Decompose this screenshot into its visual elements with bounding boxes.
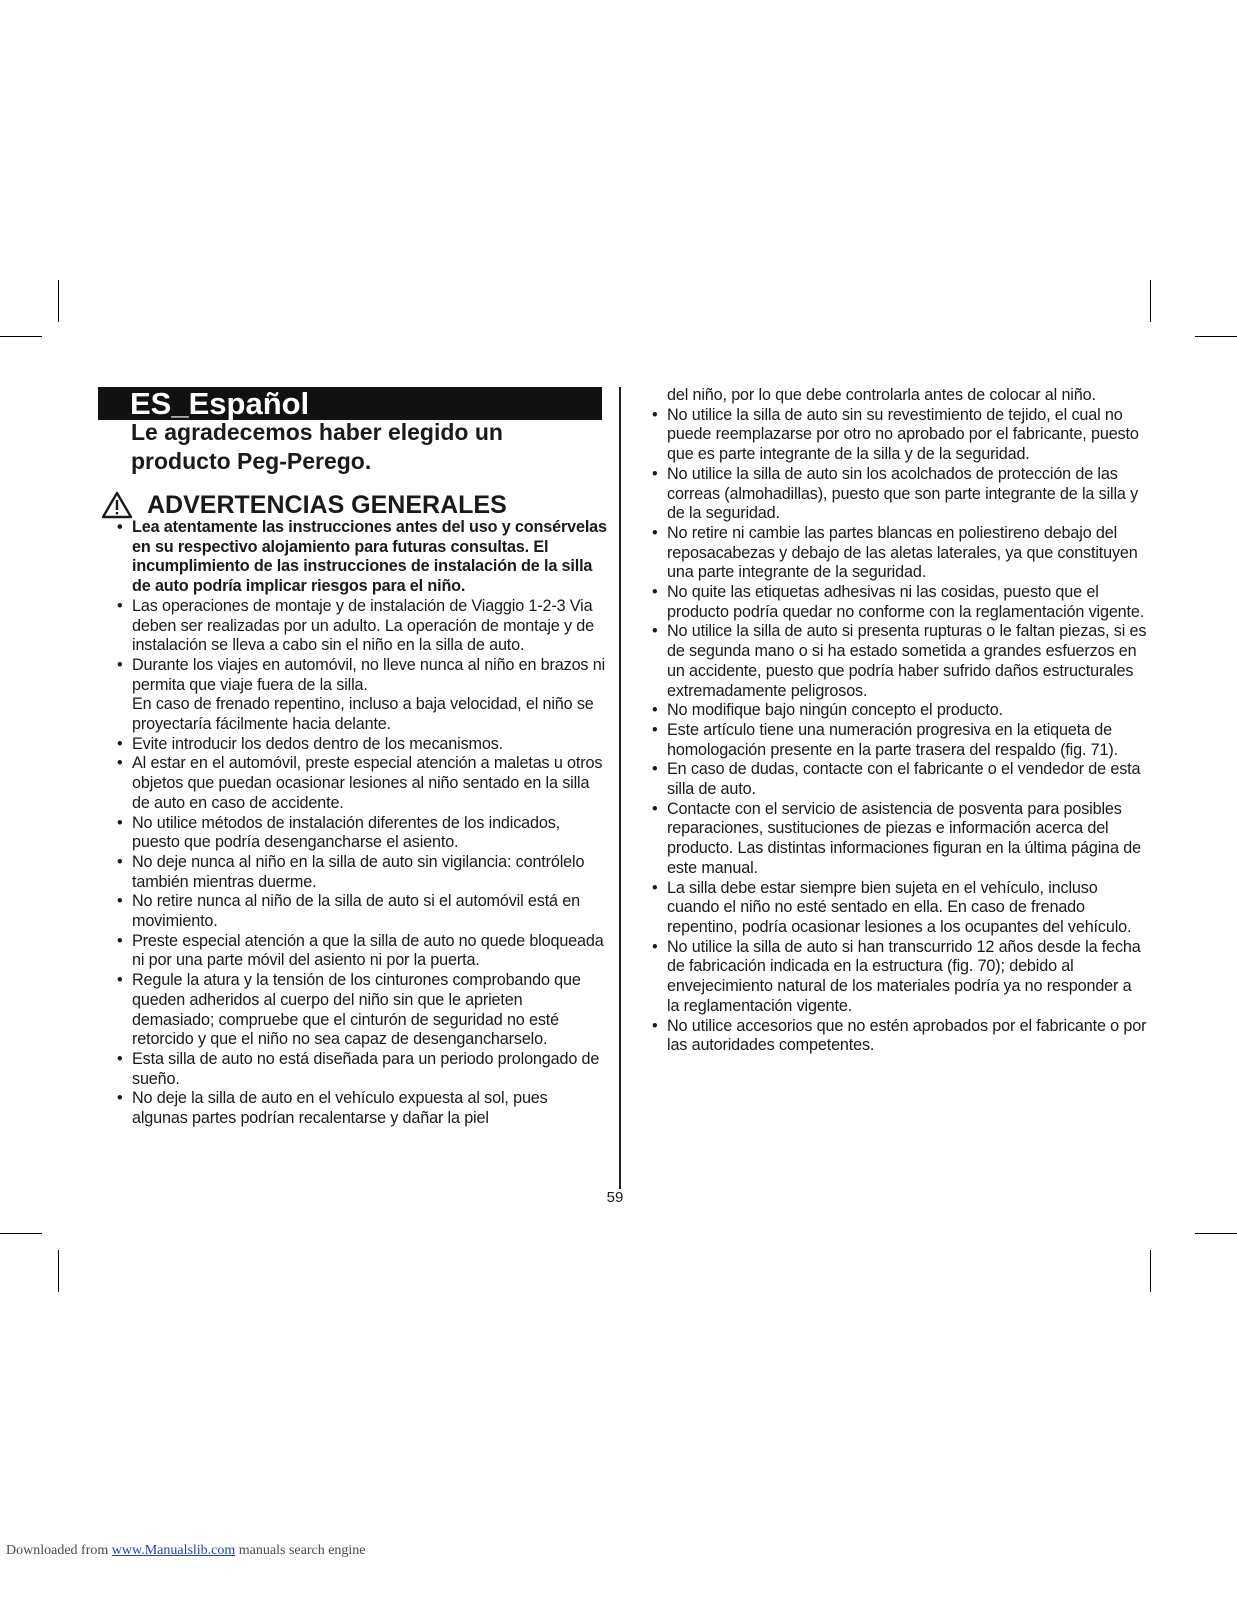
left-column-warnings [117,518,607,1129]
bullet-icon: • [117,518,123,536]
warning-item [652,583,1147,622]
language-title-bar: ES_Español [98,387,602,420]
bullet-icon: • [652,878,658,897]
bullet-icon: • [117,813,123,832]
warning-text: No utilice la silla de auto sin los acolchados de protección de las correas (almohadillas), puesto que son parte integrante de la silla y de la seguridad. [667,464,1139,523]
warning-item [117,735,607,755]
bullet-icon: • [117,852,123,871]
warning-text: Las operaciones de montaje y de instalación de Viaggio 1-2-3 Via deben ser realizadas por un adulto. La operación de montaje y de instalación se lleva a cabo sin el niño en la silla de auto. [132,596,594,655]
warning-item [652,1017,1147,1056]
bullet-icon: • [652,405,658,424]
warning-text: No utilice métodos de instalación diferentes de los indicados, puesto que podría desengancharse el asiento. [132,813,561,852]
warning-item [117,597,607,656]
crop-mark [1195,1233,1237,1234]
warning-text: Durante los viajes en automóvil, no lleve nunca al niño en brazos ni permita que viaje fuera de la silla. [132,655,606,694]
manualslib-link[interactable]: www.Manualslib.com [111,1543,236,1558]
warning-item [117,1050,607,1089]
warning-text: La silla debe estar siempre bien sujeta en el vehículo, incluso cuando el niño no esté sentado en ella. En caso de frenado repentino, podría ocasionar lesiones a los ocupantes del vehículo. [667,878,1132,936]
warning-text: No quite las etiquetas adhesivas ni las cosidas, puesto que el producto podría quedar no conforme con la reglamentación vigente. [667,583,1145,621]
warning-item [117,971,607,1050]
crop-mark [1195,336,1237,337]
thank-you-subtitle: Le agradecemos haber elegido un producto Peg-Perego. [131,419,503,474]
right-column-warnings [652,386,1147,1056]
warning-text: No utilice accesorios que no estén aprobados por el fabricante o por las autoridades competentes. [667,1016,1147,1055]
crop-mark [58,1250,59,1292]
warning-heading-text: ADVERTENCIAS GENERALES [147,491,507,519]
footer-suffix: manuals search engine [235,1543,366,1558]
warning-item [117,656,607,695]
warning-text: No utilice la silla de auto si han transcurrido 12 años desde la fecha de fabricación indicada en la estructura (fig. 70); debido al envejecimiento natural de los materiales podría ya no responder a la reglamentación vigente. [667,937,1141,1015]
page-number: 59 [606,1189,624,1206]
bullet-icon: • [117,754,123,773]
warning-text: En caso de frenado repentino, incluso a baja velocidad, el niño se proyectaría fácilmente hacia delante. [132,695,594,734]
warning-item [652,524,1147,583]
warning-text: Lea atentamente las instrucciones antes del uso y consérvelas en su respectivo alojamiento para futuras consultas. El incumplimiento de las instrucciones de instalación de la silla de auto podría implicar riesgos para el niño. [132,518,607,596]
warning-item [652,406,1147,465]
warning-item [117,695,607,734]
bullet-icon: • [652,937,658,956]
bullet-icon: • [117,734,123,753]
crop-mark [58,280,59,322]
bullet-icon: • [652,583,658,602]
warning-text: Este artículo tiene una numeración progresiva en la etiqueta de homologación presente en la parte trasera del respaldo (fig. 71). [667,720,1118,759]
footer-prefix: Downloaded from [6,1543,112,1558]
bullet-icon: • [652,523,658,542]
warning-item [652,938,1147,1017]
warning-text: No deje la silla de auto en el vehículo expuesta al sol, pues algunas partes podrían recalentarse y dañar la piel [132,1089,548,1128]
warning-text: No retire nunca al niño de la silla de auto si el automóvil está en movimiento. [132,892,580,931]
bullet-icon: • [652,701,658,720]
bullet-icon: • [652,464,658,483]
warning-text: Al estar en el automóvil, preste especial atención a maletas u otros objetos que puedan ocasionar lesiones al niño sentado en la silla de auto en caso de accidente. [132,754,603,812]
bullet-icon: • [117,655,123,674]
bullet-icon: • [652,720,658,739]
warning-text: Preste especial atención a que la silla de auto no quede bloqueada ni por una parte móvil del asiento ni por la puerta. [132,931,604,970]
warning-text: del niño, por lo que debe controlarla antes de colocar al niño. [667,386,1096,404]
warning-item [652,386,1147,406]
warning-text: Evite introducir los dedos dentro de los mecanismos. [132,734,503,753]
warning-text: Esta silla de auto no está diseñada para un periodo prolongado de sueño. [132,1049,600,1088]
bullet-icon: • [652,760,658,779]
download-footer [6,1543,366,1559]
warning-item [117,518,607,597]
warning-text: No retire ni cambie las partes blancas en poliestireno debajo del reposacabezas y debajo de las aletas laterales, ya que constituyen una parte integrante de la seguridad. [667,523,1138,582]
warning-item [117,892,607,931]
warning-item [117,754,607,813]
bullet-icon: • [117,971,123,990]
crop-mark [0,1233,42,1234]
warning-text: Regule la atura y la tensión de los cinturones comprobando que queden adheridos al cuerpo del niño sin que le aprieten demasiado; compruebe que el cinturón de seguridad no esté retorcido y que el niño no sea capaz de desengancharselo. [132,971,581,1049]
column-divider [619,387,621,1189]
bullet-icon: • [652,1016,658,1035]
bullet-icon: • [652,799,658,818]
bullet-icon: • [652,622,658,641]
warning-item [652,721,1147,760]
bullet-icon: • [117,596,123,615]
warning-text: No utilice la silla de auto si presenta rupturas o le faltan piezas, si es de segunda mano o si ha estado sometida a grandes esfuerzos en un accidente, puesto que podría haber sufrido daños estructurales extremadamente peligrosos. [667,622,1147,700]
warning-text: No utilice la silla de auto sin su revestimiento de tejido, el cual no puede reemplazarse por otro no aprobado por el fabricante, puesto que es parte integrante de la silla y de la seguridad. [667,405,1139,464]
warning-item [117,932,607,971]
crop-mark [1150,280,1151,322]
bullet-icon: • [117,1089,123,1108]
warning-item [652,701,1147,721]
warning-text: En caso de dudas, contacte con el fabricante o el vendedor de esta silla de auto. [667,760,1141,799]
warning-item [117,1089,607,1128]
warning-text: No modifique bajo ningún concepto el producto. [667,701,1003,720]
warning-item [652,800,1147,879]
warning-item [652,622,1147,701]
crop-mark [1150,1250,1151,1292]
warning-text: Contacte con el servicio de asistencia de posventa para posibles reparaciones, sustituciones de piezas e información acerca del producto. Las distintas informaciones figuran en la última página de este manual. [667,799,1141,877]
warning-item [652,465,1147,524]
warning-item [652,879,1147,938]
warning-item [652,760,1147,799]
warning-item [117,853,607,892]
warning-heading [101,490,601,520]
warning-text: No deje nunca al niño en la silla de auto sin vigilancia: contrólelo también mientras duerme. [132,852,585,891]
warning-triangle-icon [101,491,133,519]
bullet-icon: • [117,892,123,911]
crop-mark [0,336,42,337]
bullet-icon: • [117,931,123,950]
bullet-icon: • [117,1049,123,1068]
warning-item [117,814,607,853]
